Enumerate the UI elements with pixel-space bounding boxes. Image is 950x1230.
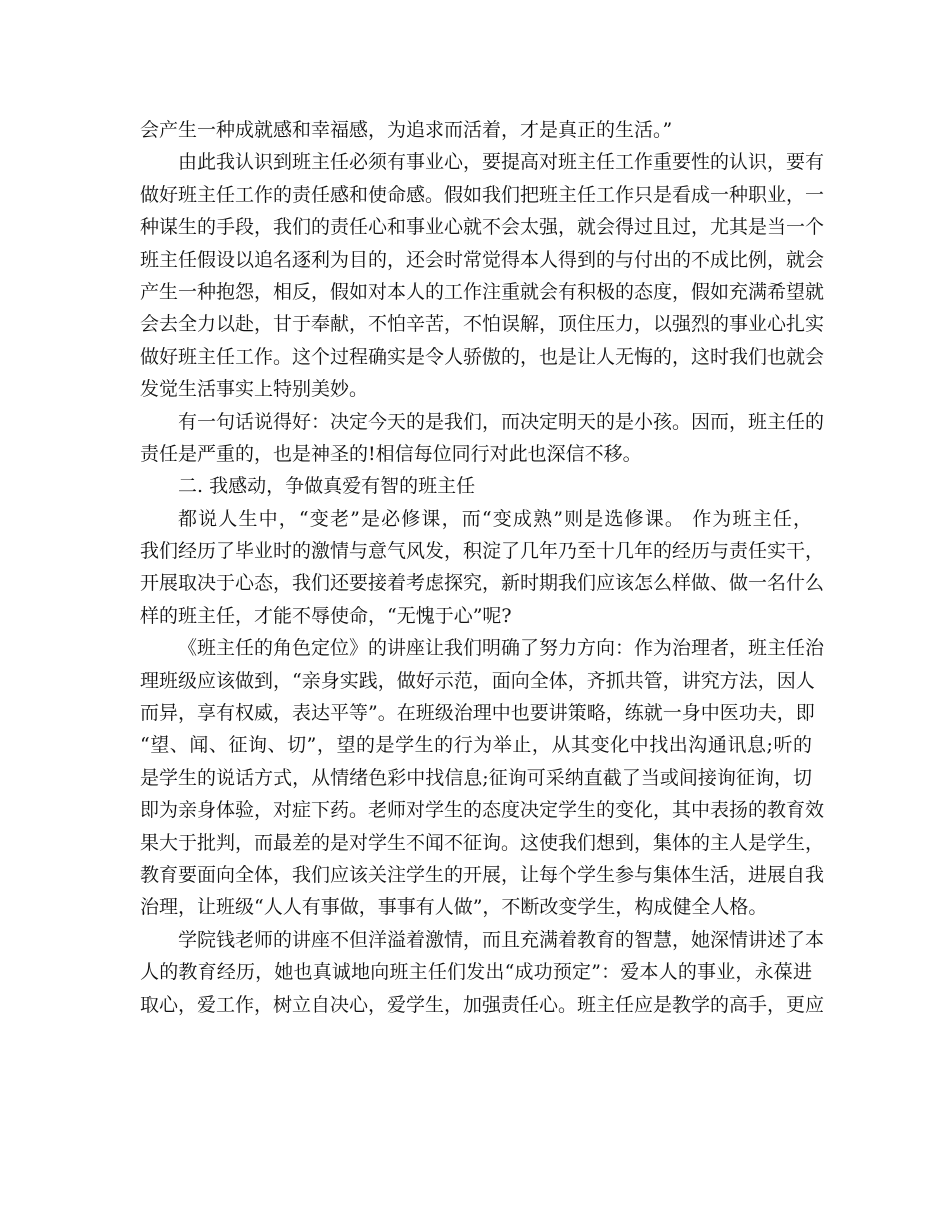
text-line: 人的教育经历，她也真诚地向班主任们发出“成功预定”：爱本人的事业，永葆进 xyxy=(140,961,812,984)
text-line: “望、闻、征询、切”，望的是学生的行为举止，从其变化中找出沟通讯息;听的 xyxy=(140,734,812,757)
text-line: 《班主任的角色定位》的讲座让我们明确了努力方向：作为治理者，班主任治 xyxy=(178,637,825,660)
text-line: 果大于批判，而最差的是对学生不闻不征询。这使我们想到，集体的主人是学生， xyxy=(140,831,825,854)
text-line: 产生一种抱怨，相反，假如对本人的工作注重就会有积极的态度，假如充满希望就 xyxy=(140,280,825,303)
text-line: 学院钱老师的讲座不但洋溢着激情，而且充满着教育的智慧，她深情讲述了本 xyxy=(178,928,825,951)
text-line: 教育要面向全体，我们应该关注学生的开展，让每个学生参与集体生活，进展自我 xyxy=(140,863,825,886)
text-line: 理班级应该做到，“亲身实践，做好示范，面向全体，齐抓共管，讲究方法，因人 xyxy=(140,669,815,692)
text-line: 种谋生的手段，我们的责任心和事业心就不会太强，就会得过且过，尤其是当一个 xyxy=(140,216,825,239)
body-text xyxy=(140,114,825,1021)
text-line: 即为亲身体验，对症下药。老师对学生的态度决定学生的变化，其中表扬的教育效 xyxy=(140,799,825,822)
text-line: 班主任假设以追名逐利为目的，还会时常觉得本人得到的与付出的不成比例，就会 xyxy=(140,248,825,271)
text-line: 做好班主任工作的责任感和使命感。假如我们把班主任工作只是看成一种职业，一 xyxy=(140,183,825,206)
text-line: 会去全力以赴，甘于奉献，不怕辛苦，不怕误解，顶住压力，以强烈的事业心扎实 xyxy=(140,313,825,336)
text-line: 有一句话说得好：决定今天的是我们，而决定明天的是小孩。因而，班主任的 xyxy=(178,410,825,433)
text-line: 而异，享有权威，表达平等”。在班级治理中也要讲策略，练就一身中医功夫，即 xyxy=(140,702,815,725)
text-line: 我们经历了毕业时的激情与意气风发，积淀了几年乃至十几年的经历与责任实干， xyxy=(140,540,825,563)
text-line: 会产生一种成就感和幸福感，为追求而活着，才是真正的生活。” xyxy=(140,119,673,141)
text-line: 都说人生中，“变老”是必修课，而“变成熟”则是选修课。 作为班主任， xyxy=(178,507,812,530)
text-line: 是学生的说话方式，从情绪色彩中找信息;征询可采纳直截了当或间接询征询，切 xyxy=(140,766,812,789)
text-line: 责任是严重的，也是神圣的!相信每位同行对此也深信不移。 xyxy=(140,442,642,465)
text-line: 样的班主任，才能不辱使命，“无愧于心”呢? xyxy=(140,604,512,627)
text-line: 发觉生活事实上特别美妙。 xyxy=(140,378,369,401)
text-line: 由此我认识到班主任必须有事业心，要提高对班主任工作重要性的认识，要有 xyxy=(178,151,825,174)
section-heading: 二. 我感动，争做真爱有智的班主任 xyxy=(178,475,476,498)
text-line: 治理，让班级“人人有事做，事事有人做”，不断改变学生，构成健全人格。 xyxy=(140,896,768,919)
text-line: 做好班主任工作。这个过程确实是令人骄傲的，也是让人无悔的，这时我们也就会 xyxy=(140,345,825,368)
text-line: 开展取决于心态，我们还要接着考虑探究，新时期我们应该怎么样做、做一名什么 xyxy=(140,572,825,595)
text-line: 取心，爱工作，树立自决心，爱学生，加强责任心。班主任应是教学的高手，更应 xyxy=(140,993,825,1016)
